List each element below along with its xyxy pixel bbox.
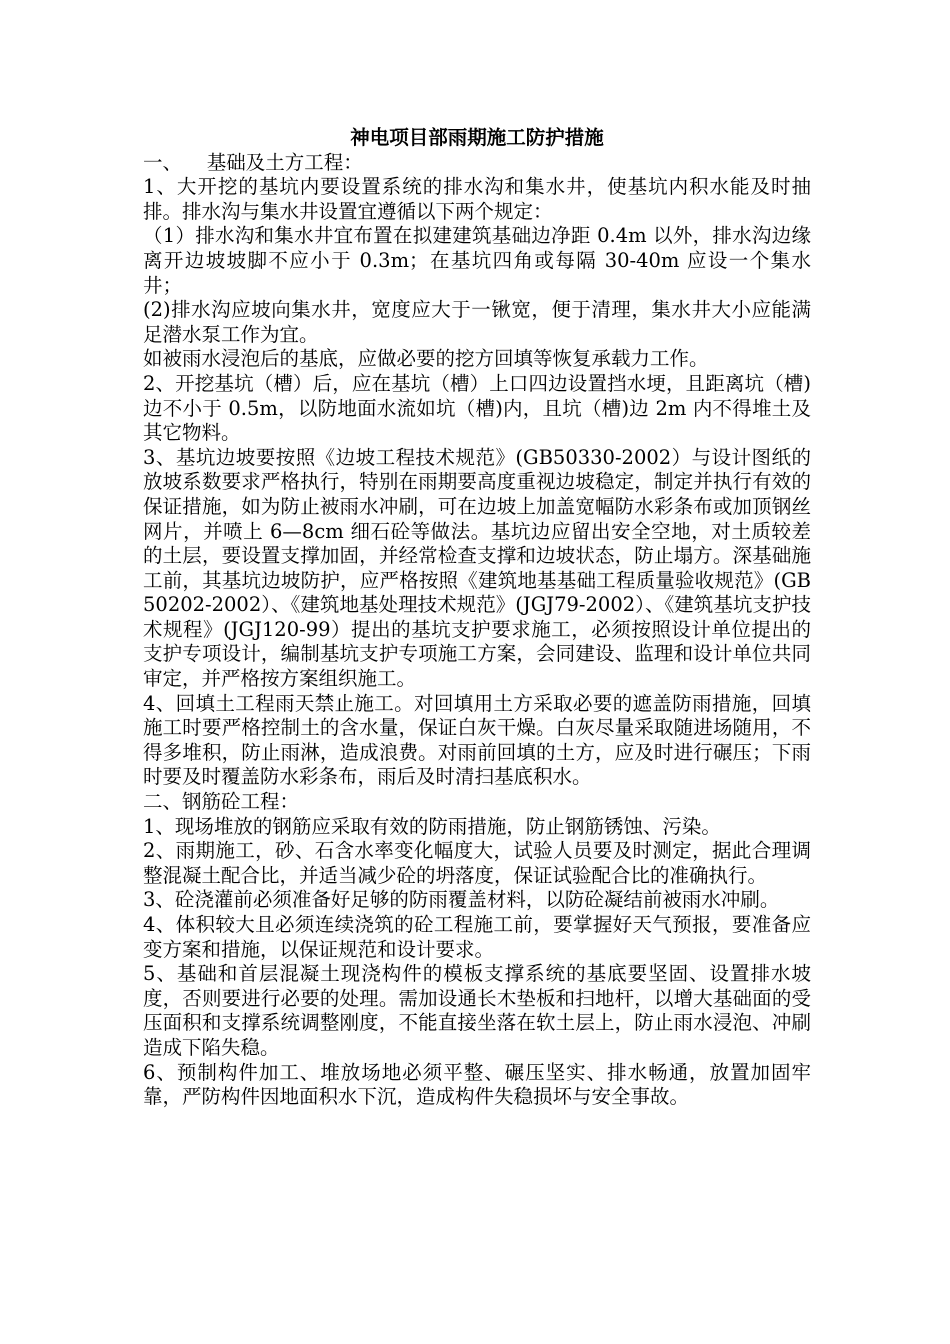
paragraph: 2、雨期施工，砂、石含水率变化幅度大，试验人员要及时测定，据此合理调整混凝土配合比，并适当减少砼的坍落度，保证试验配合比的准确执行。 [143, 839, 811, 887]
paragraph: （1）排水沟和集水井宜布置在拟建建筑基础边净距 0.4m 以外，排水沟边缘离开边坡坡脚不应小于 0.3m；在基坑四角或每隔 30-40m 应设一个集水井； [143, 224, 811, 297]
paragraph: 4、回填土工程雨天禁止施工。对回填用土方采取必要的遮盖防雨措施，回填施工时要严格控制土的含水量，保证白灰干燥。白灰尽量采取随进场随用，不得多堆积，防止雨淋，造成浪费。对雨前回填的土方，应及时进行碾压；下雨时要及时覆盖防水彩条布，雨后及时清扫基底积水。 [143, 691, 811, 789]
section-heading-earthwork: 一、 基础及土方工程： [143, 150, 363, 174]
paragraph: (2)排水沟应坡向集水井，宽度应大于一锹宽，便于清理，集水井大小应能满足潜水泵工作为宜。 [143, 298, 811, 346]
section-heading-concrete: 二、钢筋砼工程： [143, 790, 300, 814]
paragraph: 5、基础和首层混凝土现浇构件的模板支撑系统的基底要坚固、设置排水坡度，否则要进行必要的处理。需加设通长木垫板和扫地杆，以增大基础面的受压面积和支撑系统调整刚度，不能直接坐落在软土层上，防止雨水浸泡、冲刷造成下陷失稳。 [143, 962, 811, 1059]
paragraph: 如被雨水浸泡后的基底，应做必要的挖方回填等恢复承载力工作。 [143, 347, 709, 371]
paragraph: 1、大开挖的基坑内要设置系统的排水沟和集水井，使基坑内积水能及时抽排。排水沟与集水井设置宜遵循以下两个规定： [143, 175, 811, 223]
paragraph: 6、预制构件加工、堆放场地必须平整、碾压坚实、排水畅通，放置加固牢靠，严防构件因地面积水下沉，造成构件失稳损坏与安全事故。 [143, 1060, 811, 1109]
paragraph: 4、体积较大且必须连续浇筑的砼工程施工前，要掌握好天气预报，要准备应变方案和措施，以保证规范和设计要求。 [143, 913, 811, 961]
paragraph: 3、基坑边坡要按照《边坡工程技术规范》(GB50330-2002）与设计图纸的放坡系数要求严格执行，特别在雨期要高度重视边坡稳定，制定并执行有效的保证措施，如为防止被雨水冲刷，可在边坡上加盖宽幅防水彩条布或加顶钢丝网片，并喷上 6—8cm 细石砼等做法。基坑边应留出安全空地，对土质较差的土层，要设置支撑加固，并经常检查支撑和边坡状态，防止塌方。深基础施工前，其基坑边坡防护，应严格按照《建筑地基基础工程质量验收规范》(GB50202-2002）、《建筑地基处理技术规范》(JGJ79-2002）、《建筑基坑支护技术规程》(JGJ120-99）提出的基坑支护要求施工，必须按照设计单位提出的支护专项设计，编制基坑支护专项施工方案，会同建设、监理和设计单位共同审定，并严格按方案组织施工。 [143, 445, 811, 691]
paragraph: 1、现场堆放的钢筋应采取有效的防雨措施，防止钢筋锈蚀、污染。 [143, 814, 721, 838]
document-body [143, 126, 811, 1110]
document-title: 神电项目部雨期施工防护措施 [350, 126, 604, 149]
paragraph: 3、砼浇灌前必须准备好足够的防雨覆盖材料，以防砼凝结前被雨水冲刷。 [143, 888, 780, 912]
paragraph: 2、开挖基坑（槽）后，应在基坑（槽）上口四边设置挡水埂，且距离坑（槽)边不小于 0.5m，以防地面水流如坑（槽)内，且坑（槽)边 2m 内不得堆土及其它物料。 [143, 371, 811, 445]
